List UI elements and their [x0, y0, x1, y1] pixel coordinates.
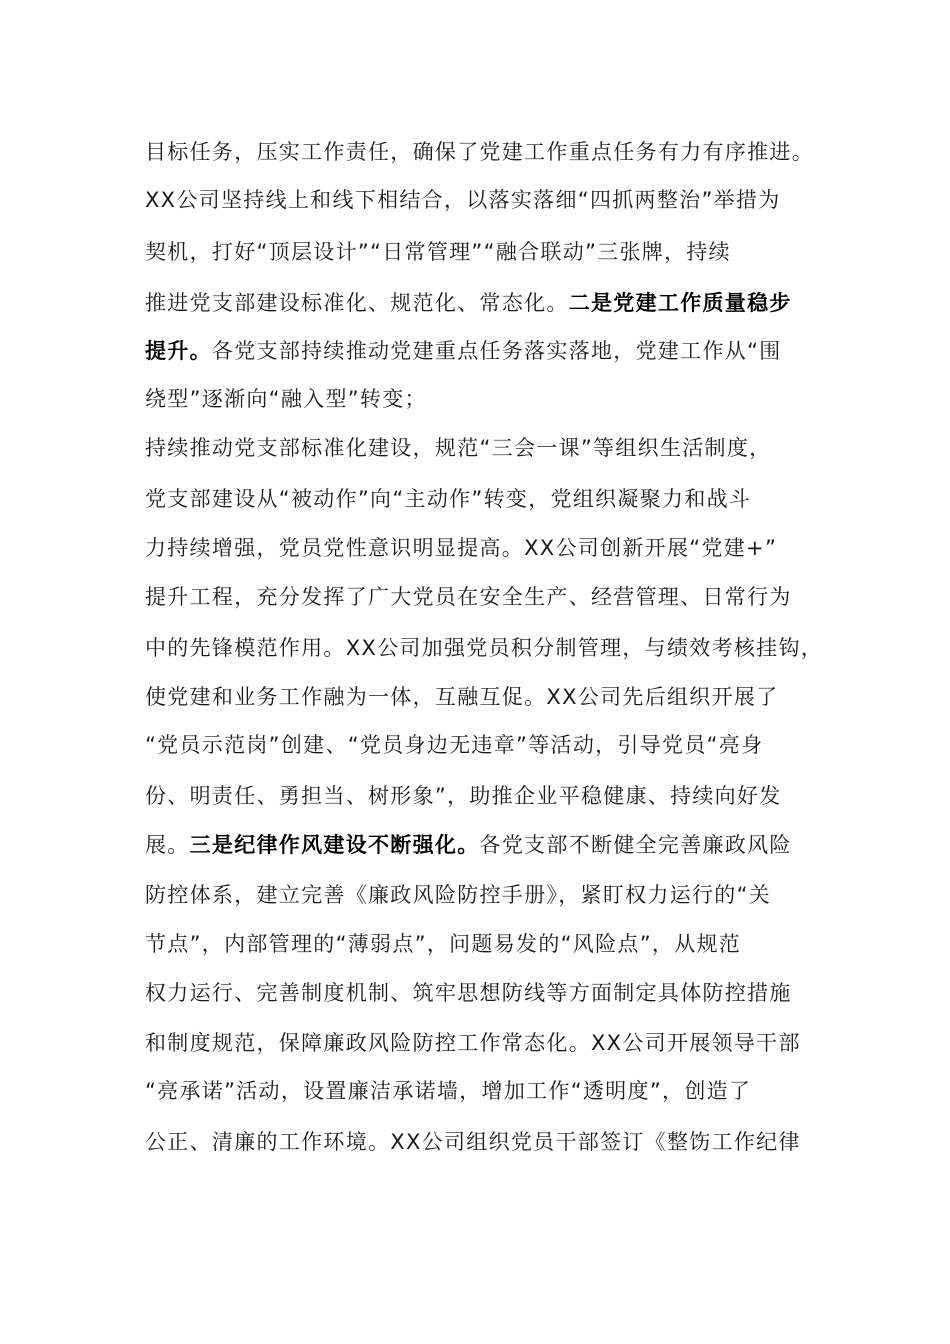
text-line	[145, 681, 835, 713]
text-line	[145, 879, 835, 911]
text-line	[145, 287, 835, 319]
text-run: 党支部建设从“被动作”向“主动作”转变，党组织凝聚力和战斗	[145, 487, 752, 511]
text-line	[145, 432, 835, 464]
text-line	[145, 977, 835, 1009]
text-run: 权力运行、完善制度机制、筑牢思想防线等方面制定具体防控措施	[145, 981, 792, 1005]
text-line	[145, 383, 835, 415]
text-run: 和制度规范，保障廉政风险防控工作常态化。XX公司开展领导干部	[145, 1031, 801, 1055]
text-run: XX公司坚持线上和线下相结合，以落实落细“四抓两整治”举措为	[145, 188, 781, 212]
text-run: 防控体系，建立完善《廉政风险防控手册》，紧盯权力运行的“关	[145, 883, 772, 907]
text-line	[145, 780, 835, 812]
bold-heading-run: 三是纪律作风建设不断强化。	[189, 833, 480, 857]
text-run: 提升工程，充分发挥了广大党员在安全生产、经营管理、日常行为	[145, 585, 792, 609]
text-line	[145, 928, 835, 960]
text-run: 持续推动党支部标准化建设，规范“三会一课”等组织生活制度，	[145, 436, 772, 460]
text-line	[145, 729, 835, 761]
text-run: “亮承诺”活动，设置廉洁承诺墙，增加工作“透明度”，创造了	[145, 1079, 752, 1103]
text-line	[145, 581, 835, 613]
text-line	[145, 1075, 835, 1107]
text-run: 中的先锋模范作用。XX公司加强党员积分制管理，与绩效考核挂钩，	[145, 636, 824, 660]
text-run: 公正、清廉的工作环境。XX公司组织党员干部签订《整饬工作纪律	[145, 1130, 801, 1154]
text-run: 展。	[145, 833, 190, 857]
text-run: 份、明责任、勇担当、树形象”，助推企业平稳健康、持续向好发	[145, 784, 782, 808]
text-run: 绕型”逐渐向“融入型”转变；	[145, 387, 427, 411]
text-line	[145, 1027, 835, 1059]
bold-heading-run: 提升。	[145, 339, 212, 363]
text-line	[145, 829, 835, 861]
text-run: “党员示范岗”创建、“党员身边无违章”等活动，引导党员“亮身	[145, 733, 764, 757]
text-run: 节点”，内部管理的“薄弱点”，问题易发的“风险点”，从规范	[145, 932, 742, 956]
text-line	[145, 483, 835, 515]
text-line	[145, 136, 835, 168]
text-run: 力持续增强，党员党性意识明显提高。XX公司创新开展“党建+”	[145, 536, 778, 560]
text-line	[145, 532, 835, 564]
text-line	[145, 184, 835, 216]
bold-heading-run: 二是党建工作质量稳步	[568, 291, 792, 315]
text-line	[145, 1126, 835, 1158]
text-run: 各党支部不断健全完善廉政风险	[479, 833, 792, 857]
text-line	[145, 335, 835, 367]
text-run: 各党支部持续推动党建重点任务落实落地，党建工作从“围	[211, 339, 782, 363]
text-run: 契机，打好“顶层设计”“日常管理”“融合联动”三张牌，持续	[145, 240, 731, 264]
text-run: 使党建和业务工作融为一体，互融互促。XX公司先后组织开展了	[145, 685, 779, 709]
text-line	[145, 632, 835, 664]
text-run: 目标任务，压实工作责任，确保了党建工作重点任务有力有序推进。	[145, 140, 814, 164]
text-line	[145, 236, 835, 268]
text-run: 推进党支部建设标准化、规范化、常态化。	[145, 291, 569, 315]
